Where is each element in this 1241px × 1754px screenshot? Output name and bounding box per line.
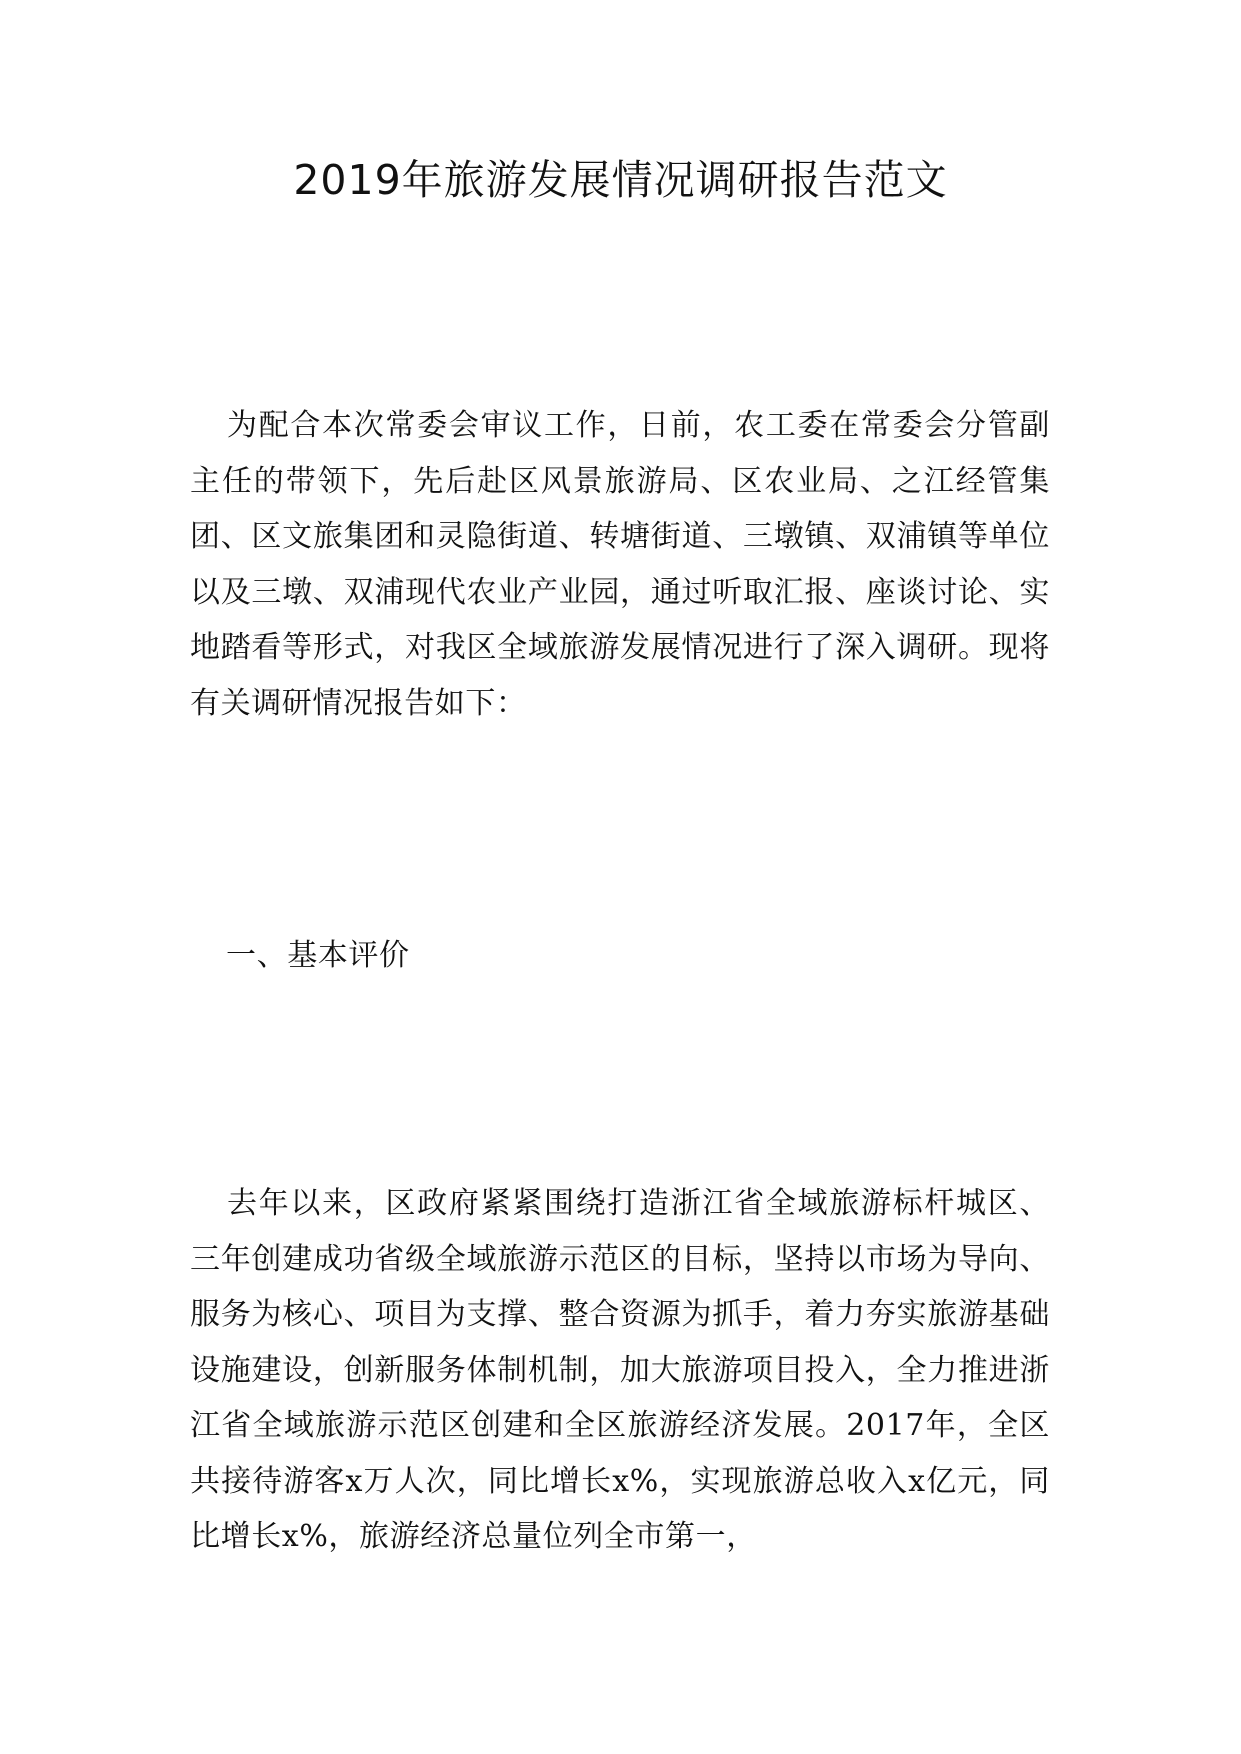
document-title: 2019年旅游发展情况调研报告范文: [293, 156, 948, 204]
basic-evaluation-paragraph: 去年以来，区政府紧紧围绕打造浙江省全域旅游标杆城区、三年创建成功省级全域旅游示范区的目标，坚持以市场为导向、服务为核心、项目为支撑、整合资源为抓手，着力夯实旅游基础设施建设，创新服务体制机制，加大旅游项目投入，全力推进浙江省全域旅游示范区创建和全区旅游经济发展。2017年，全区共接待游客x万人次，同比增长x%，实现旅游总收入x亿元，同比增长x%，旅游经济总量位列全市第一，: [190, 1186, 1050, 1554]
intro-paragraph: 为配合本次常委会审议工作，日前，农工委在常委会分管副主任的带领下，先后赴区风景旅游局、区农业局、之江经管集团、区文旅集团和灵隐街道、转塘街道、三墩镇、双浦镇等单位以及三墩、双浦现代农业产业园，通过听取汇报、座谈讨论、实地踏看等形式，对我区全域旅游发展情况进行了深入调研。现将有关调研情况报告如下：: [190, 408, 1050, 721]
section-heading-basic-evaluation: 一、基本评价: [226, 938, 410, 973]
